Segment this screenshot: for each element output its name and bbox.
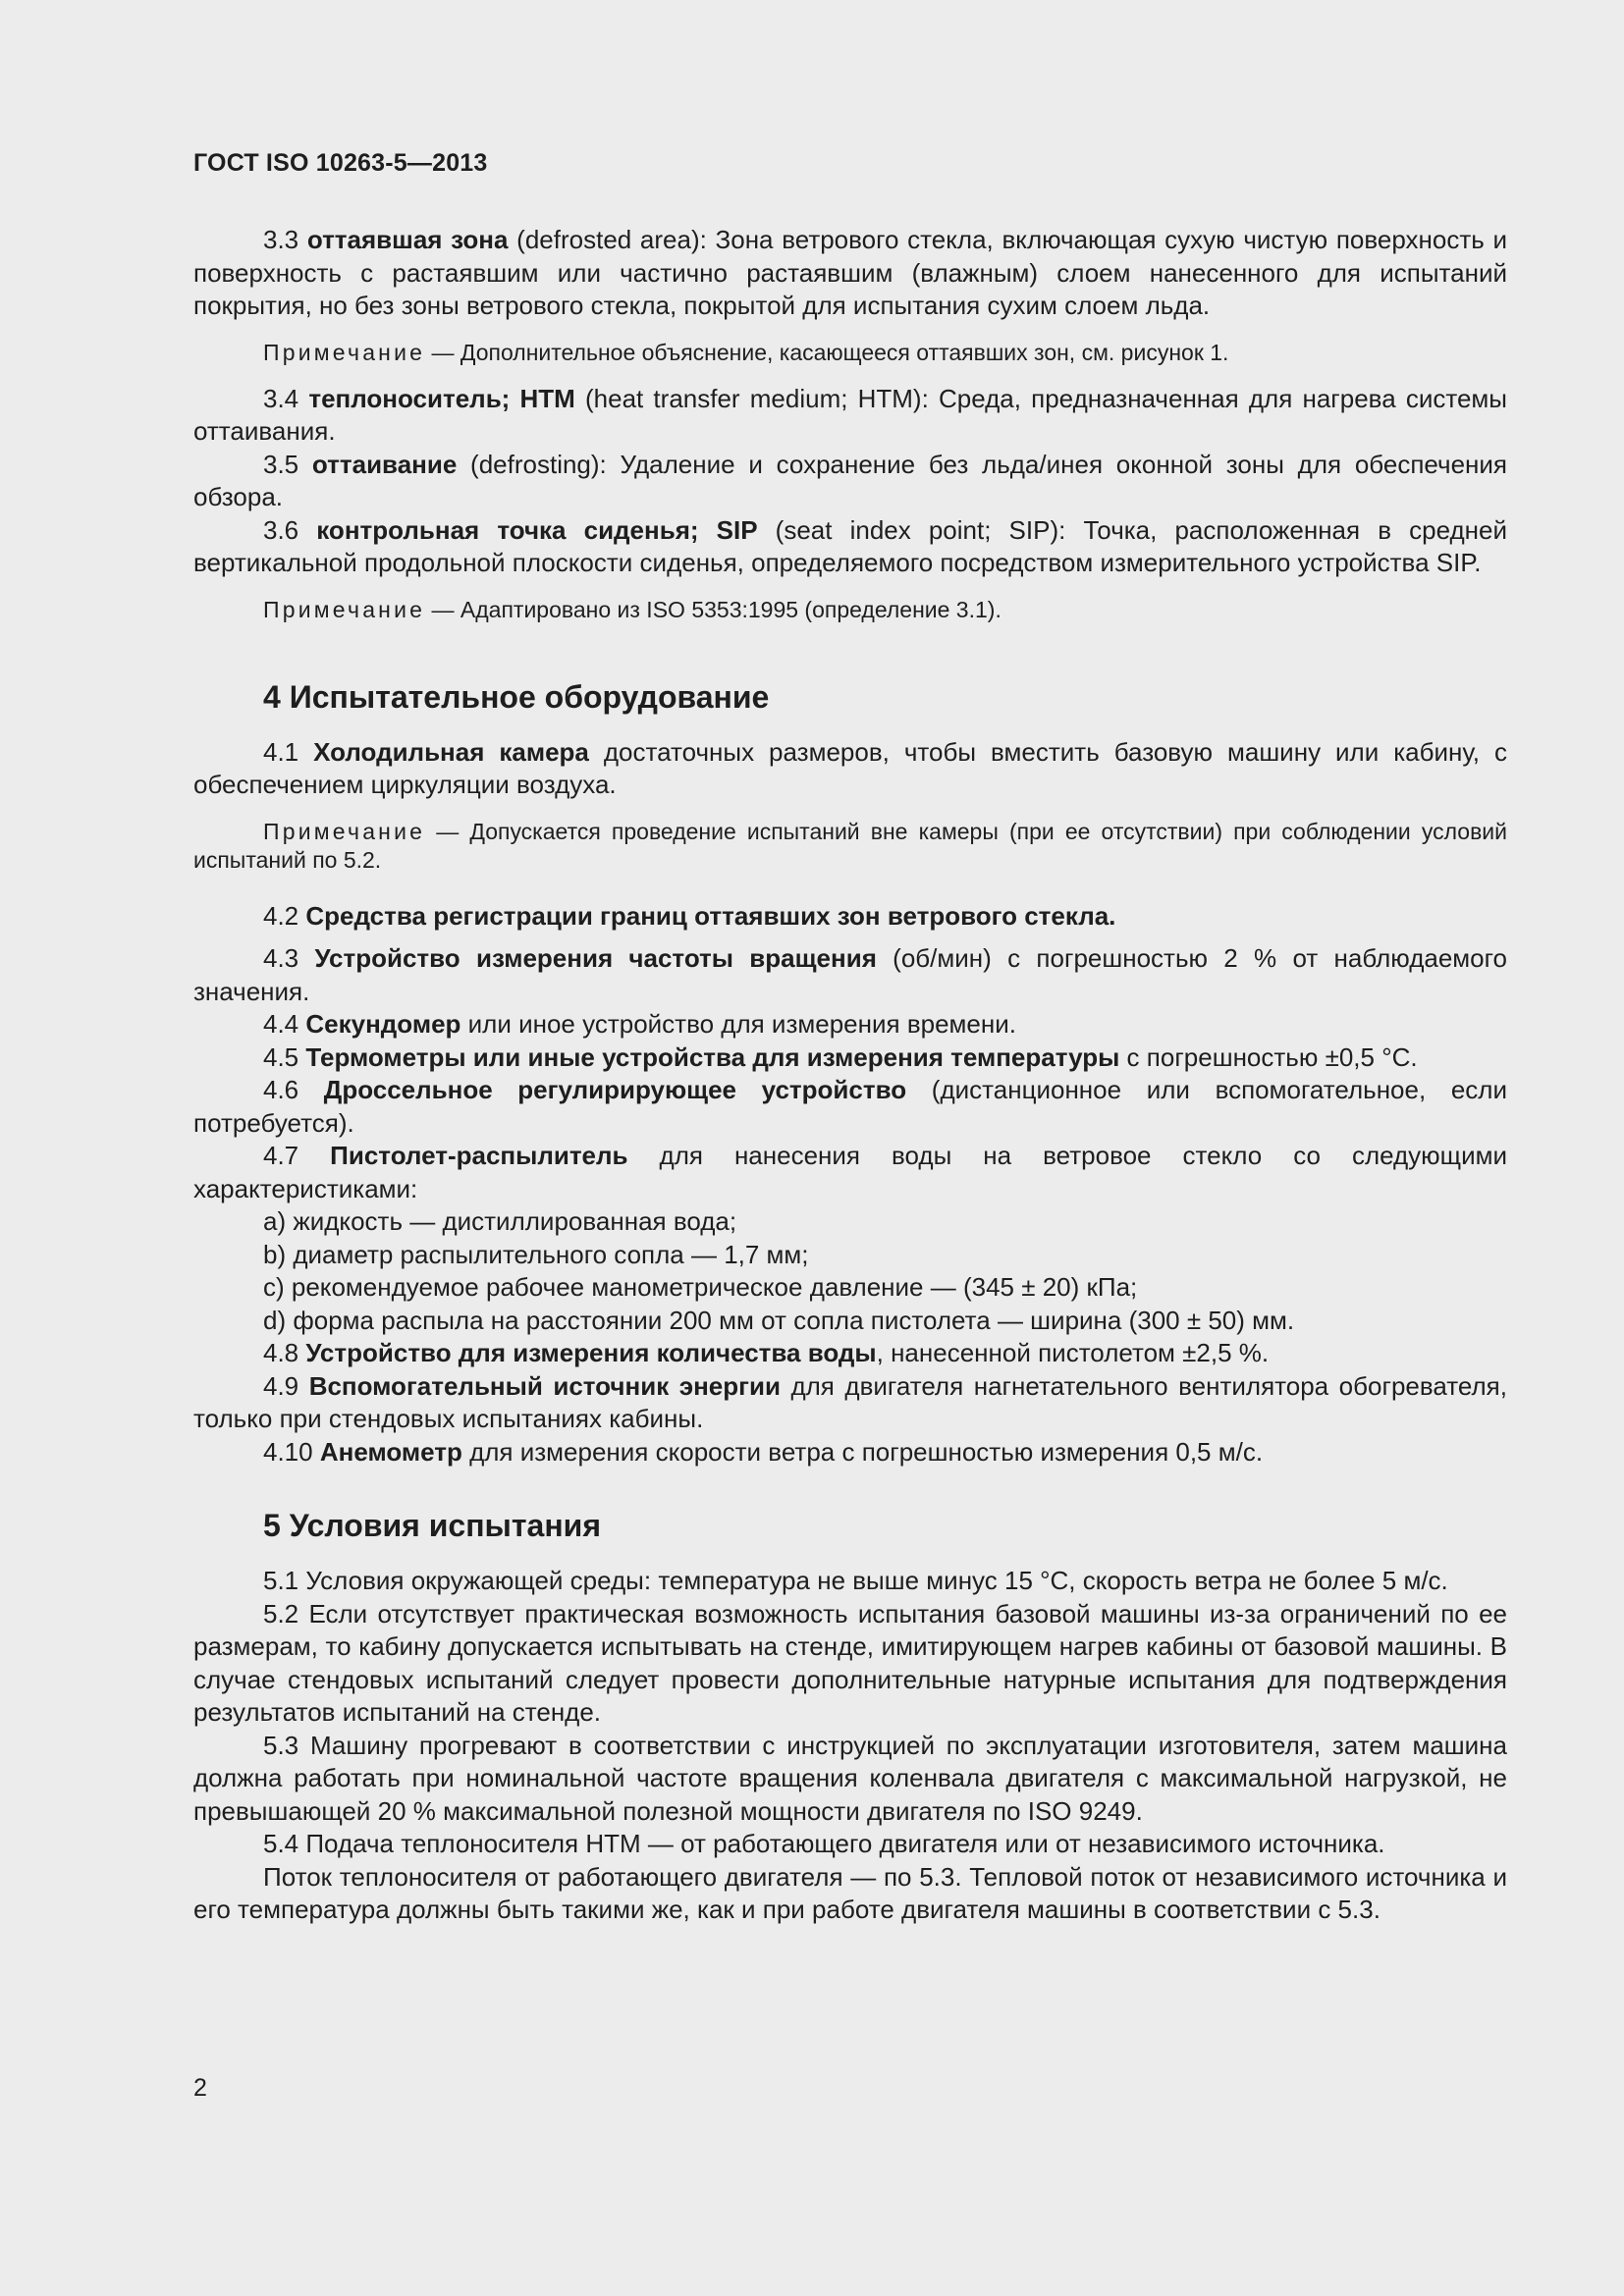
clause-text: (defrosting): Удаление и сохранение без льда/инея оконной зоны для обеспечения обзора. <box>193 449 1507 511</box>
clause-term: Устройство для измерения количества воды <box>305 1338 877 1367</box>
note-text: — Допускается проведение испытаний вне камеры (при ее отсутствии) при соблюдении условий испытаний по 5.2. <box>193 818 1507 873</box>
clause-term: Устройство измерения частоты вращения <box>314 943 877 973</box>
spacer <box>193 933 1507 942</box>
clause-number: 3.4 <box>263 383 299 413</box>
clause-3-4 <box>193 383 1507 449</box>
spacer <box>193 1545 1507 1565</box>
note-text: — Адаптировано из ISO 5353:1995 (определение 3.1). <box>425 596 1001 622</box>
note-label: Примечание <box>263 596 426 622</box>
clause-text: или иное устройство для измерения времени. <box>460 1009 1016 1039</box>
clause-4-7 <box>193 1140 1507 1205</box>
document-header: ГОСТ ISO 10263-5—2013 <box>193 149 488 177</box>
clause-5-4-continued: Поток теплоносителя от работающего двигателя — по 5.3. Тепловой поток от независимого источника и его температура должны быть такими же, как и при работе двигателя машины в соответствии с 5.3. <box>193 1861 1507 1924</box>
note-label: Примечание <box>263 339 426 365</box>
clause-4-9 <box>193 1370 1507 1436</box>
clause-3-6 <box>193 514 1507 580</box>
list-item-d: d) форма распыла на расстоянии 200 мм от сопла пистолета — ширина (300 ± 50) мм. <box>263 1305 1295 1335</box>
clause-text: , нанесенной пистолетом ±2,5 %. <box>876 1338 1270 1367</box>
note-chamber <box>193 818 1507 875</box>
clause-term: Секундомер <box>305 1009 461 1039</box>
clause-4-2 <box>193 900 1507 934</box>
clause-text: (defrosted area): Зона ветрового стекла, включающая сухую чистую поверхность и поверхность с растаявшим или частично растаявшим (влажным) слоем нанесенного для испытаний покрытия, но без зоны ветрового стекла, покрытой для испытания сухим слоем льда. <box>193 225 1507 320</box>
section-4-title: 4 Испытательное оборудование <box>263 678 770 715</box>
clause-term: оттаявшая зона <box>306 225 509 254</box>
list-item-c: c) рекомендуемое рабочее манометрическое давление — (345 ± 20) кПа; <box>263 1272 1138 1302</box>
note-iso-5353 <box>193 596 1507 624</box>
clause-4-6 <box>193 1074 1507 1140</box>
clause-text: для двигателя нагнетательного вентилятора обогревателя, только при стендовых испытаниях кабины. <box>193 1370 1507 1433</box>
clause-number: 3.6 <box>263 514 299 545</box>
clause-term: теплоноситель; НТМ <box>308 383 575 413</box>
clause-number: 4.5 <box>263 1041 299 1072</box>
clause-term: контрольная точка сиденья; SIP <box>316 514 758 545</box>
clause-number: 4.8 <box>263 1338 299 1367</box>
clause-5-2: 5.2 Если отсутствует практическая возможность испытания базовой машины из-за ограничений по ее размерам, то кабину допускается испытывать на стенде, имитирующем нагрев кабины от базовой машины. В случае стендовых испытаний следует провести дополнительные натурные испытания для подтверждения результатов испытаний на стенде. <box>193 1598 1507 1727</box>
clause-3-3 <box>193 224 1507 323</box>
clause-term: Вспомогательный источник энергии <box>308 1370 781 1401</box>
clause-term: Пистолет-распылитель <box>330 1141 628 1170</box>
clause-5-3: 5.3 Машину прогревают в соответствии с инструкцией по эксплуатации изготовителя, затем машина должна работать при номинальной частоте вращения коленвала двигателя с максимальной нагрузкой, не превышающей 20 % максимальной полезной мощности двигателя по ISO 9249. <box>193 1730 1507 1826</box>
clause-4-4 <box>193 1008 1507 1041</box>
spacer <box>193 890 1507 900</box>
clause-text: (seat index point; SIP): Точка, расположенная в средней вертикальной продольной плоскости сиденья, определяемого посредством измерительного устройства SIP. <box>193 514 1507 577</box>
clause-number: 4.6 <box>263 1075 299 1104</box>
clause-text: для нанесения воды на ветровое стекло со следующими характеристиками: <box>193 1141 1507 1203</box>
document-body <box>193 224 1507 1927</box>
clause-text: (дистанционное или вспомогательное, если потребуется). <box>193 1075 1507 1138</box>
clause-term: Дроссельное регулирирующее устройство <box>323 1075 907 1104</box>
clause-text: (об/мин) с погрешностью 2 % от наблюдаемого значения. <box>193 943 1507 1006</box>
clause-text: для измерения скорости ветра с погрешностью измерения 0,5 м/с. <box>461 1436 1264 1467</box>
clause-4-5 <box>193 1041 1507 1075</box>
clause-text: (heat transfer medium; HTM): Среда, предназначенная для нагрева системы оттаивания. <box>193 383 1507 446</box>
note-defrosted-zones <box>193 339 1507 367</box>
spacer <box>193 640 1507 677</box>
list-item-b: b) диаметр распылительного сопла — 1,7 мм; <box>263 1239 809 1269</box>
clause-term: Анемометр <box>319 1436 462 1467</box>
clause-4-8 <box>193 1337 1507 1370</box>
page-number: 2 <box>193 2074 207 2102</box>
clause-number: 3.3 <box>263 225 299 254</box>
clause-4-3 <box>193 942 1507 1008</box>
section-5-title: 5 Условия испытания <box>263 1508 601 1543</box>
clause-number: 4.1 <box>263 736 299 767</box>
clause-text: достаточных размеров, чтобы вместить базовую машину или кабину, с обеспечением циркуляции воздуха. <box>193 736 1507 799</box>
clause-number: 4.10 <box>263 1436 313 1467</box>
spacer <box>193 1468 1507 1506</box>
clause-4-1 <box>193 736 1507 802</box>
clause-number: 4.4 <box>263 1009 299 1039</box>
clause-term: оттаивание <box>311 449 458 479</box>
clause-5-4: 5.4 Подача теплоносителя НТМ — от работающего двигателя или от независимого источника. <box>263 1829 1385 1858</box>
clause-3-5 <box>193 449 1507 514</box>
note-label: Примечание <box>263 818 426 844</box>
clause-text: с погрешностью ±0,5 °С. <box>1119 1041 1418 1072</box>
clause-5-1: 5.1 Условия окружающей среды: температура не выше минус 15 °С, скорость ветра не более 5 м/с. <box>263 1566 1448 1595</box>
clause-term: Холодильная камера <box>313 736 589 767</box>
list-item-a: a) жидкость — дистиллированная вода; <box>263 1206 737 1236</box>
clause-number: 4.2 <box>263 900 299 931</box>
clause-term: Средства регистрации границ оттаявших зон ветрового стекла. <box>305 900 1116 931</box>
clause-number: 3.5 <box>263 449 299 479</box>
spacer <box>193 717 1507 736</box>
clause-number: 4.7 <box>263 1141 299 1170</box>
note-text: — Дополнительное объяснение, касающееся оттаявших зон, см. рисунок 1. <box>425 339 1229 365</box>
clause-number: 4.3 <box>263 943 299 973</box>
clause-term: Термометры или иные устройства для измерения температуры <box>305 1041 1120 1072</box>
clause-number: 4.9 <box>263 1370 299 1401</box>
clause-4-10 <box>193 1436 1507 1469</box>
